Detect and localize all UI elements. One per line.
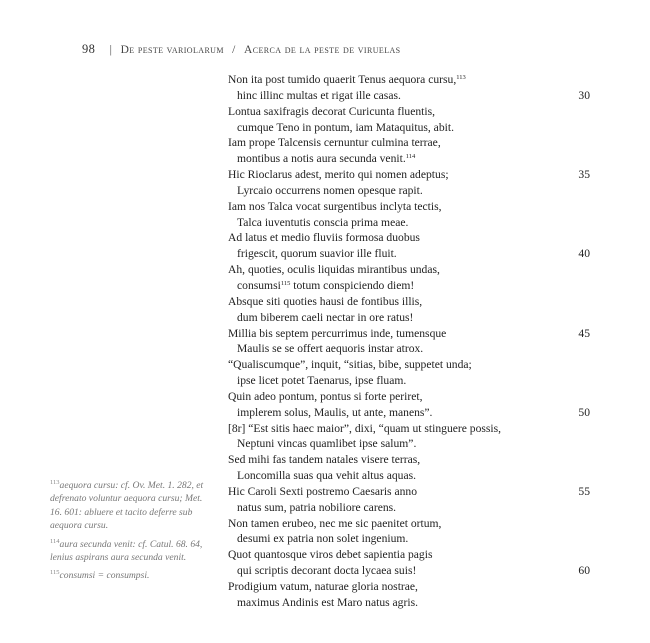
- line-number: 50: [578, 405, 590, 419]
- footnote-ref: 114: [405, 153, 416, 161]
- poem-line-text: Non tamen erubeo, nec me sic paenitet ortum,: [228, 516, 442, 530]
- poem-line: [228, 183, 594, 199]
- poem-line-text: qui scriptis decorant docta lycaea suis!: [237, 564, 417, 578]
- line-number: 55: [578, 484, 590, 498]
- poem-line: [228, 405, 594, 421]
- poem-line: [228, 357, 594, 373]
- footnote-text: aura secunda venit: cf. Catul. 68. 64, lenius aspirans aura secunda venit.: [50, 538, 203, 564]
- poem-line: [228, 468, 594, 484]
- poem-line-text: ipse licet potet Taenarus, ipse fluam.: [237, 374, 407, 388]
- poem-line-text: Maulis se se offert aequoris instar atrox.: [237, 342, 424, 356]
- line-number: 40: [578, 247, 590, 261]
- footnote-text: aequora cursu: cf. Ov. Met. 1. 282, et defrenato voluntur aequora cursu; Met. 16. 601: abluere et tacito deferre sub aequora cursu.: [50, 480, 204, 532]
- poem-line-text: Lontua saxifragis decorat Curicunta fluentis,: [228, 104, 436, 118]
- footnote-text: consumsi = consumpsi.: [59, 570, 150, 582]
- poem-line-text: Absque siti quoties hausi de fontibus illis,: [228, 294, 423, 308]
- line-number: 35: [578, 168, 590, 182]
- footnote: [50, 479, 212, 533]
- header-title-spanish: Acerca de la peste de viruelas: [244, 44, 401, 56]
- poem-line-text: Quin adeo pontum, pontus si forte periret,: [228, 389, 423, 403]
- poem-line-text: dum biberem caeli nectar in ore ratus!: [237, 310, 414, 324]
- poem-line-text: [8r] “Est sitis haec maior”, dixi, “quam ut stinguere possis,: [228, 421, 502, 435]
- poem-line: [228, 294, 594, 310]
- poem-line-text: implerem solus, Maulis, ut ante, manens”.: [237, 405, 433, 419]
- poem-line: [228, 341, 594, 357]
- poem-line: [228, 135, 594, 151]
- poem-line: [228, 373, 594, 389]
- poem-line-text: Hic Caroli Sexti postremo Caesaris anno: [228, 484, 418, 498]
- poem-line-text: montibus a notis aura secunda venit.$^{114}$: [237, 152, 416, 166]
- poem-line: [228, 389, 594, 405]
- line-number: 45: [578, 326, 590, 340]
- poem-line: [228, 167, 594, 183]
- poem-line: [228, 88, 594, 104]
- poem-line-text: Ah, quoties, oculis liquidas mirantibus undas,: [228, 263, 440, 277]
- poem-line: [228, 436, 594, 452]
- poem-line: [228, 452, 594, 468]
- poem-line-text: cumque Teno in pontum, iam Mataquitus, abit.: [237, 120, 454, 134]
- poem-line-text: Iam nos Talca vocat surgentibus inclyta tectis,: [228, 199, 442, 213]
- poem-line-text: Neptuni vincas quamlibet ipse salum”.: [237, 437, 417, 451]
- header-separator: |: [109, 44, 113, 56]
- poem-line-text: maximus Andinis est Maro natus agris.: [237, 595, 418, 609]
- poem-line: [228, 151, 594, 167]
- footnote: [50, 538, 212, 565]
- poem-line: [228, 246, 594, 262]
- footnote: [50, 569, 212, 582]
- poem-line-text: Lyrcaio occurrens nomen opesque rapit.: [237, 183, 423, 197]
- poem-line: [228, 421, 594, 437]
- poem-line-text: Talca iuventutis conscia prima meae.: [237, 215, 409, 229]
- poem-line-text: Loncomilla suas qua vehit altus aquas.: [237, 469, 417, 483]
- poem-line: [228, 262, 594, 278]
- poem-line: [228, 595, 594, 611]
- poem-line: [228, 310, 594, 326]
- poem-line: [228, 484, 594, 500]
- poem-text: [228, 72, 594, 611]
- poem-line-text: consumsi$^{115}$ totum conspiciendo diem!: [237, 278, 415, 292]
- poem-line-text: Millia bis septem percurrimus inde, tumensque: [228, 326, 447, 340]
- line-number: 60: [578, 564, 590, 578]
- footnote-number: 114: [50, 537, 60, 545]
- poem-line-text: Quot quantosque viros debet sapientia pagis: [228, 548, 433, 562]
- poem-line: [228, 104, 594, 120]
- poem-line: [228, 516, 594, 532]
- footnote-number: 113: [50, 479, 60, 486]
- poem-line-text: Non ita post tumido quaerit Tenus aequora cursu,$^{113}$: [228, 73, 466, 86]
- poem-line-text: Hic Rioclarus adest, merito qui nomen adeptus;: [228, 168, 449, 182]
- header-title-separator: /: [232, 44, 236, 56]
- poem-line-text: “Qualiscumque”, inquit, “sitias, bibe, suppetet unda;: [228, 358, 472, 372]
- poem-line: [228, 326, 594, 342]
- line-number: 30: [578, 88, 590, 102]
- poem-line: [228, 215, 594, 231]
- header-title-latin: De peste variolarum: [120, 44, 224, 56]
- poem-line-text: hinc illinc multas et rigat ille casas.: [237, 88, 401, 102]
- footnotes: [50, 479, 212, 588]
- poem-line: [228, 230, 594, 246]
- poem-line: [228, 547, 594, 563]
- poem-line: [228, 500, 594, 516]
- footnote-number: 115: [50, 569, 60, 577]
- poem-line: [228, 531, 594, 547]
- poem-line-text: Ad latus et medio fluviis formosa duobus: [228, 231, 420, 245]
- poem-line-text: Prodigium vatum, naturae gloria nostrae,: [228, 580, 418, 593]
- poem-line: [228, 278, 594, 294]
- poem-line: [228, 72, 594, 88]
- page-number: 98: [82, 42, 96, 56]
- footnote-ref: 115: [280, 279, 291, 287]
- poem-line-text: desumi ex patria non solet ingenium.: [237, 532, 409, 546]
- poem-line-text: Iam prope Talcensis cernuntur culmina terrae,: [228, 136, 441, 150]
- poem-line: [228, 579, 594, 595]
- poem-line-text: Sed mihi fas tandem natales visere terras,: [228, 453, 421, 467]
- running-header: [82, 42, 401, 57]
- poem-line-text: frigescit, quorum suavior ille fluit.: [237, 247, 397, 261]
- poem-line: [228, 563, 594, 579]
- poem-line-text: natus sum, patria nobiliore carens.: [237, 500, 397, 514]
- poem-line: [228, 199, 594, 215]
- footnote-ref: 113: [456, 74, 466, 81]
- poem-line: [228, 120, 594, 136]
